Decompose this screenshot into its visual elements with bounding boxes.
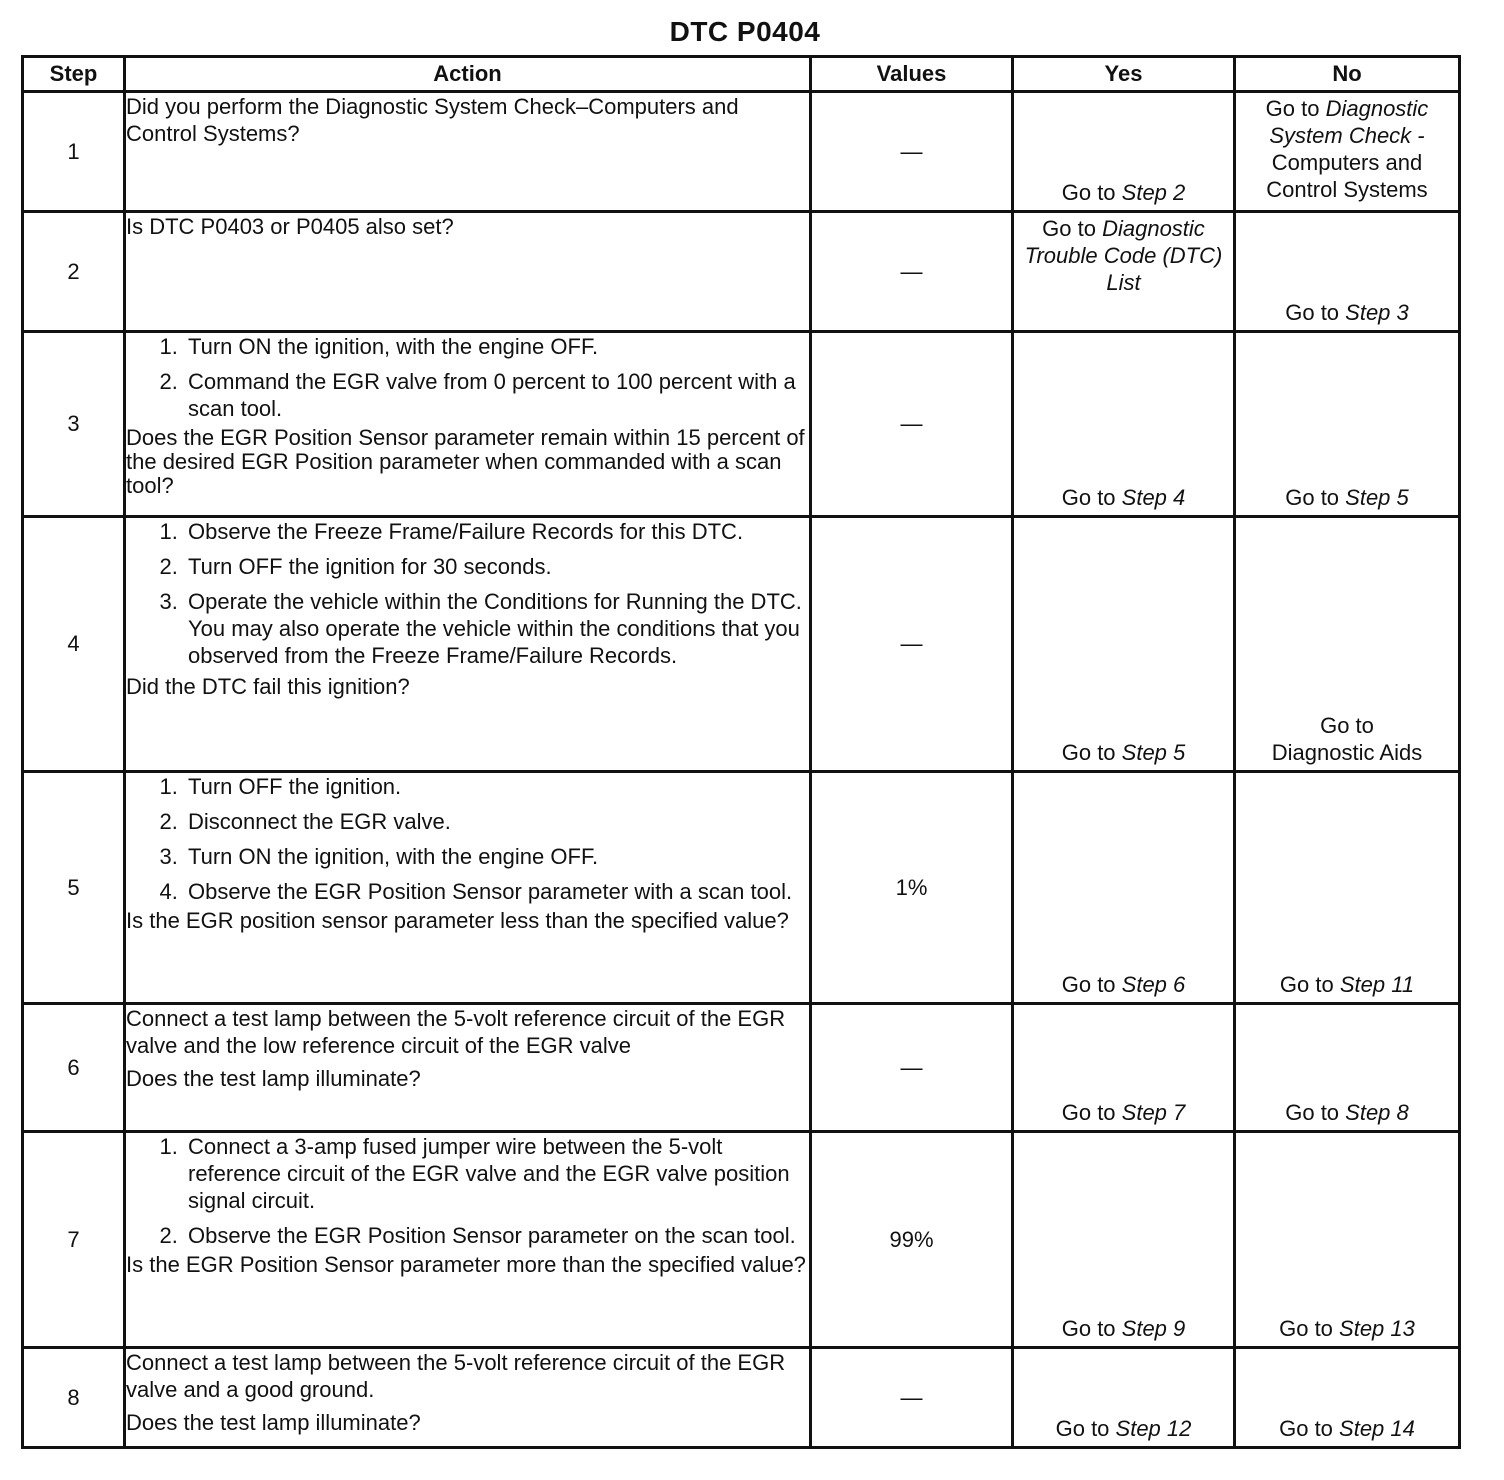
header-values: Values	[811, 57, 1013, 92]
action-steps	[126, 1133, 809, 1249]
no-link[interactable]: Go to Step 5	[1285, 485, 1409, 510]
header-action: Action	[125, 57, 811, 92]
action-steps	[126, 333, 809, 422]
yes-cell	[1013, 1348, 1235, 1448]
yes-link[interactable]: Go to Step 6	[1061, 972, 1186, 997]
no-link[interactable]: Go to Step 14	[1279, 1416, 1415, 1441]
table-row	[23, 772, 1460, 1004]
yes-cell	[1013, 332, 1235, 517]
action-question: Did you perform the Diagnostic System Check–Computers and Control Systems?	[126, 94, 739, 146]
value-cell: —	[811, 212, 1013, 332]
action-question: Did the DTC fail this ignition?	[126, 674, 410, 699]
action-step: 3. Turn ON the ignition, with the engine OFF.	[184, 843, 809, 870]
action-question: Does the test lamp illuminate?	[126, 1066, 421, 1091]
action-cell	[125, 1348, 811, 1448]
value-cell: —	[811, 517, 1013, 772]
yes-cell	[1013, 1004, 1235, 1132]
no-link[interactable]: Go to Diagnostic Aids	[1271, 713, 1423, 765]
no-cell	[1235, 517, 1460, 772]
no-cell	[1235, 212, 1460, 332]
step-number: 8	[23, 1348, 125, 1448]
no-cell	[1235, 772, 1460, 1004]
action-step: 2. Command the EGR valve from 0 percent to 100 percent with a scan tool.	[184, 368, 809, 422]
no-cell	[1235, 1132, 1460, 1348]
action-steps	[126, 773, 809, 905]
table-row	[23, 1348, 1460, 1448]
action-cell	[125, 92, 811, 212]
no-cell	[1235, 1004, 1460, 1132]
action-step: 3. Operate the vehicle within the Conditions for Running the DTC. You may also operate the vehicle within the conditions that you observed from the Freeze Frame/Failure Records.	[184, 588, 809, 669]
action-steps	[126, 518, 809, 669]
action-step: 2. Observe the EGR Position Sensor parameter on the scan tool.	[184, 1222, 809, 1249]
action-question: Is the EGR position sensor parameter less than the specified value?	[126, 908, 789, 933]
step-number: 3	[23, 332, 125, 517]
action-step: 4. Observe the EGR Position Sensor parameter with a scan tool.	[184, 878, 809, 905]
yes-link[interactable]: Go to Diagnostic Trouble Code (DTC) List	[1024, 216, 1223, 295]
no-link[interactable]: Go to Step 11	[1279, 972, 1415, 997]
step-number: 2	[23, 212, 125, 332]
no-link[interactable]: Go to Step 8	[1285, 1100, 1409, 1125]
yes-link[interactable]: Go to Step 5	[1061, 740, 1186, 765]
action-step: 1. Turn ON the ignition, with the engine OFF.	[184, 333, 809, 360]
action-cell	[125, 1004, 811, 1132]
no-link[interactable]: Go to Diagnostic System Check - Computers and Control Systems	[1265, 96, 1429, 202]
action-step: 2. Turn OFF the ignition for 30 seconds.	[184, 553, 809, 580]
table-row	[23, 1004, 1460, 1132]
yes-link[interactable]: Go to Step 4	[1061, 485, 1186, 510]
value-cell: 99%	[811, 1132, 1013, 1348]
table-row	[23, 332, 1460, 517]
yes-cell	[1013, 517, 1235, 772]
table-row	[23, 517, 1460, 772]
action-question: Is the EGR Position Sensor parameter more than the specified value?	[126, 1252, 806, 1277]
action-question: Does the test lamp illuminate?	[126, 1410, 421, 1435]
step-number: 7	[23, 1132, 125, 1348]
value-cell: 1%	[811, 772, 1013, 1004]
yes-cell	[1013, 92, 1235, 212]
no-cell	[1235, 92, 1460, 212]
step-number: 6	[23, 1004, 125, 1132]
diagnostic-table	[21, 55, 1461, 1449]
step-number: 4	[23, 517, 125, 772]
yes-cell	[1013, 212, 1235, 332]
table-row	[23, 212, 1460, 332]
no-link[interactable]: Go to Step 3	[1285, 300, 1409, 325]
no-cell	[1235, 1348, 1460, 1448]
value-cell: —	[811, 92, 1013, 212]
header-no: No	[1235, 57, 1460, 92]
yes-link[interactable]: Go to Step 9	[1061, 1316, 1186, 1341]
yes-link[interactable]: Go to Step 7	[1061, 1100, 1186, 1125]
header-row	[23, 57, 1460, 92]
action-cell	[125, 517, 811, 772]
action-cell	[125, 772, 811, 1004]
table-row	[23, 92, 1460, 212]
table-row	[23, 1132, 1460, 1348]
action-step: 1. Observe the Freeze Frame/Failure Records for this DTC.	[184, 518, 809, 545]
action-step: 1. Turn OFF the ignition.	[184, 773, 809, 800]
no-cell	[1235, 332, 1460, 517]
header-step: Step	[23, 57, 125, 92]
action-step: 1. Connect a 3-amp fused jumper wire between the 5-volt reference circuit of the EGR valve and the EGR valve position signal circuit.	[184, 1133, 809, 1214]
action-question: Is DTC P0403 or P0405 also set?	[126, 214, 454, 239]
action-cell	[125, 212, 811, 332]
no-link[interactable]: Go to Step 13	[1279, 1316, 1415, 1341]
action-cell	[125, 332, 811, 517]
page-title: DTC P0404	[669, 16, 821, 47]
action-lead: Connect a test lamp between the 5-volt reference circuit of the EGR valve and the low reference circuit of the EGR valve	[126, 1006, 786, 1058]
step-number: 5	[23, 772, 125, 1004]
action-question: Does the EGR Position Sensor parameter remain within 15 percent of the desired EGR Position parameter when commanded with a scan tool?	[126, 425, 805, 498]
yes-link[interactable]: Go to Step 2	[1061, 180, 1186, 205]
value-cell: —	[811, 1348, 1013, 1448]
value-cell: —	[811, 1004, 1013, 1132]
yes-cell	[1013, 772, 1235, 1004]
action-cell	[125, 1132, 811, 1348]
yes-cell	[1013, 1132, 1235, 1348]
action-lead: Connect a test lamp between the 5-volt reference circuit of the EGR valve and a good ground.	[126, 1350, 786, 1402]
header-yes: Yes	[1013, 57, 1235, 92]
yes-link[interactable]: Go to Step 12	[1055, 1416, 1192, 1441]
value-cell: —	[811, 332, 1013, 517]
step-number: 1	[23, 92, 125, 212]
action-step: 2. Disconnect the EGR valve.	[184, 808, 809, 835]
